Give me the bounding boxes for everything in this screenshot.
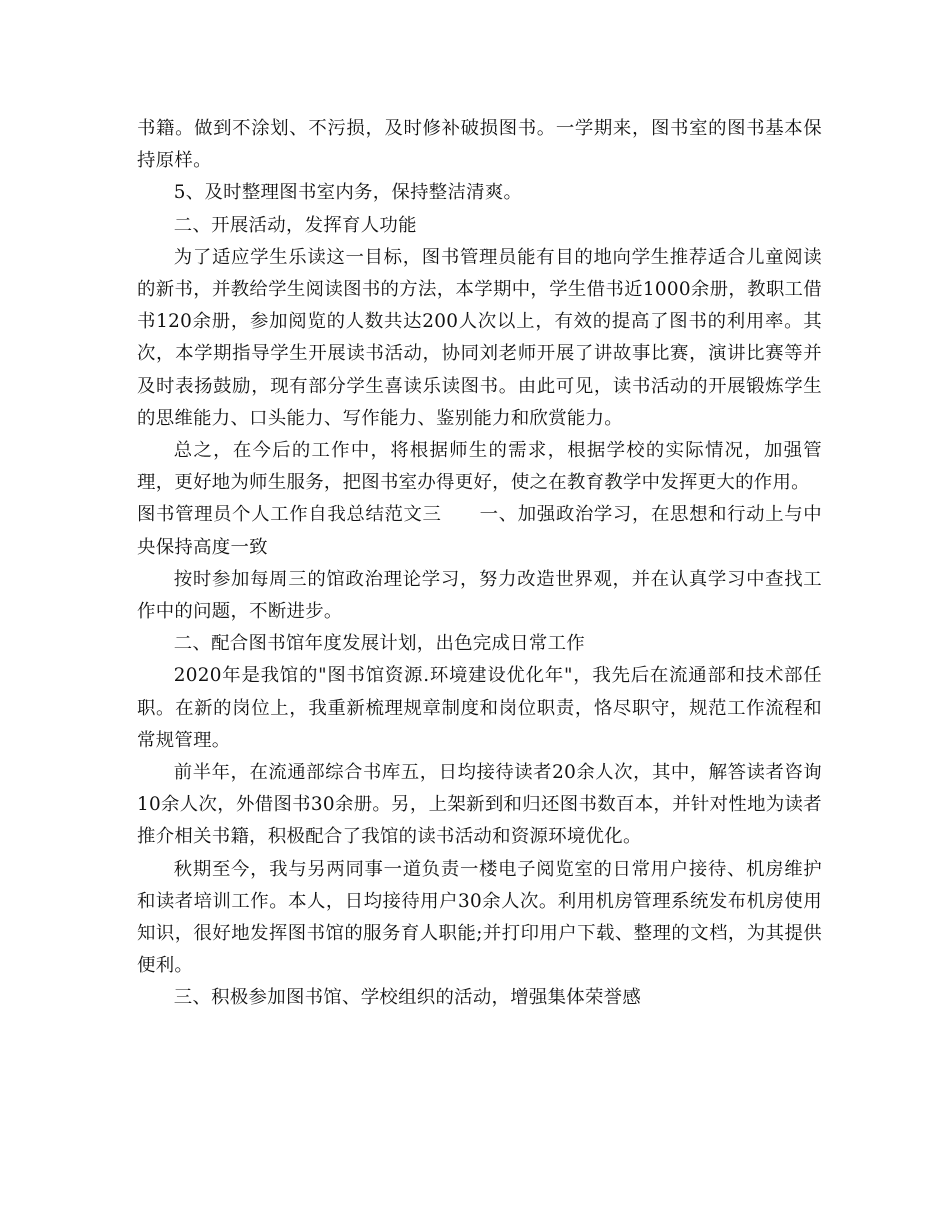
section-heading: 二、开展活动，发挥育人功能 (173, 214, 417, 236)
paragraph: 总之，在今后的工作中，将根据师生的需求，根据学校的实际情况，加强管理，更好地为师生服务，把图书室办得更好，使之在教育教学中发挥更大的作用。 (137, 440, 822, 494)
paragraph: 为了适应学生乐读这一目标，图书管理员能有目的地向学生推荐适合儿童阅读的新书，并教给学生阅读图书的方法，本学期中，学生借书近1000余册，教职工借书120余册，参加阅览的人数共达200人次以上，有效的提高了图书的利用率。其次，本学期指导学生开展读书活动，协同刘老师开展了讲故事比赛，演讲比赛等并及时表扬鼓励，现有部分学生喜读乐读图书。由此可见，读书活动的开展锻炼学生的思维能力、口头能力、写作能力、鉴别能力和欣赏能力。 (137, 246, 822, 429)
document-body (137, 113, 822, 1015)
list-item-paragraph: 5、及时整理图书室内务，保持整洁清爽。 (173, 182, 523, 204)
paragraph: 按时参加每周三的馆政治理论学习，努力改造世界观，并在认真学习中查找工作中的问题，不断进步。 (137, 568, 822, 623)
paragraph: 前半年，在流通部综合书库五，日均接待读者20余人次，其中，解答读者咨询10余人次，外借图书30余册。另，上架新到和归还图书数百本，并针对性地为读者推介相关书籍，积极配合了我馆的读书活动和资源环境优化。 (137, 762, 822, 848)
paragraph: 2020年是我馆的"图书馆资源.环境建设优化年"，我先后在流通部和技术部任职。在新的岗位上，我重新梳理规章制度和岗位职责，恪尽职守，规范工作流程和常规管理。 (137, 665, 822, 751)
document-title-line: 图书管理员个人工作自我总结范文三 一、加强政治学习，在思想和行动上与中央保持高度一致 (137, 504, 822, 558)
section-heading: 三、积极参加图书馆、学校组织的活动，增强集体荣誉感 (173, 987, 642, 1009)
paragraph: 书籍。做到不涂划、不污损，及时修补破损图书。一学期来，图书室的图书基本保持原样。 (137, 118, 822, 172)
paragraph: 秋期至今，我与另两同事一道负责一楼电子阅览室的日常用户接待、机房维护和读者培训工作。本人，日均接待用户30余人次。利用机房管理系统发布机房使用知识，很好地发挥图书馆的服务育人职能;并打印用户下载、整理的文档，为其提供便利。 (137, 858, 822, 977)
section-heading: 二、配合图书馆年度发展计划，出色完成日常工作 (173, 633, 585, 655)
